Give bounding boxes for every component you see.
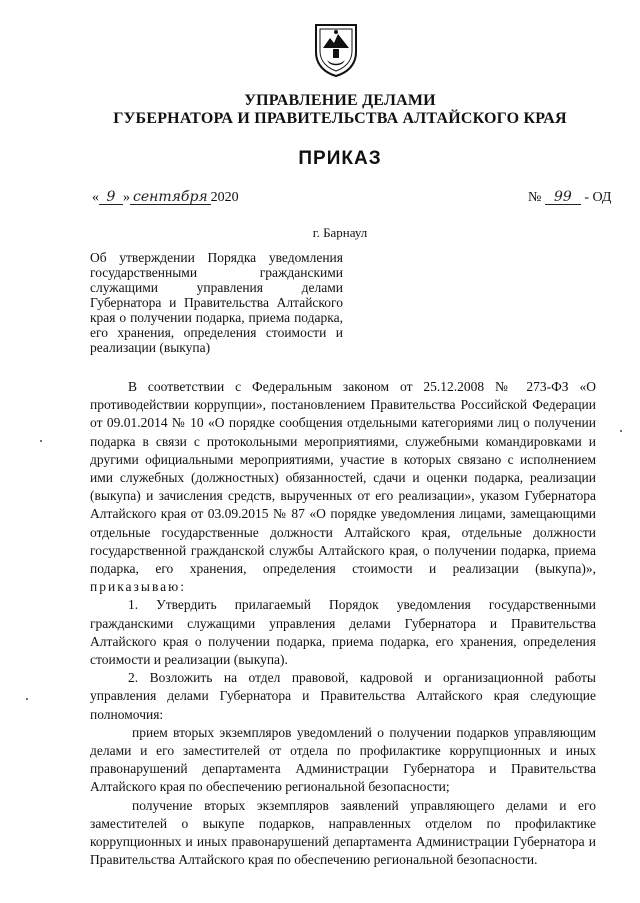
coat-of-arms-emblem: [312, 22, 360, 78]
date-open-quote: «: [92, 190, 99, 205]
preamble-paragraph: [90, 378, 596, 596]
document-date: [92, 190, 239, 206]
number-suffix: - ОД: [584, 190, 612, 205]
order-body: [90, 378, 596, 869]
item-1-paragraph: 1. Утвердить прилагаемый Порядок уведомления государственными гражданскими служащими управления делами Губернатора и Правительства Алтайского края о получении подарка, приема подарка, его хранения, определения стоимости и реализации (выкупа).: [90, 597, 596, 668]
item-2a-paragraph: прием вторых экземпляров уведомлений о получении подарков управляющим делами и его заместителей от отдела по профилактике коррупционных и иных правонарушений департамента Администрации Губернатора и Правительства Алтайского края по обеспечению региональной безопасности;: [90, 724, 596, 795]
city-line: г. Барнаул: [312, 225, 368, 240]
organization-name-line1: УПРАВЛЕНИЕ ДЕЛАМИ: [244, 92, 436, 109]
date-close-quote: »: [123, 190, 130, 205]
organization-name-line2: ГУБЕРНАТОРА И ПРАВИТЕЛЬСТВА АЛТАЙСКОГО КРАЯ: [113, 110, 567, 127]
document-number: [528, 190, 611, 206]
item-2b-paragraph: получение вторых экземпляров заявлений управляющего делами и его заместителей о выкупе подарков, направленных отделом по профилактике коррупционных и иных правонарушений департамента Администрации Губернатора и Правительства Алтайского края по обеспечению региональной безопасности.: [90, 797, 596, 868]
order-word: приказываю:: [90, 579, 186, 595]
order-subject: Об утверждении Порядка уведомления государственными гражданскими служащими управления делами Губернатора и Правительства Алтайского края о получении подарка, приема подарка, его хранения, определения стоимости и реализации (выкупа): [90, 250, 343, 355]
date-day: 9: [99, 191, 123, 205]
scan-speck: [620, 430, 622, 432]
scan-speck: [26, 698, 28, 700]
number-prefix: №: [528, 190, 542, 205]
preamble-text: В соответствии с Федеральным законом от 25.12.2008 № 273-ФЗ «О противодействии коррупции», постановлением Правительства Российской Федерации от 09.01.2014 № 10 «О порядке сообщения отдельными категориями лиц о получении подарка в связи с протокольными мероприятиями, служебными командировками и другими официальными мероприятиями, участие в которых связано с исполнением ими служебных (должностных) обязанностей, сдачи и оценки подарка, реализации (выкупа) и зачисления средств, вырученных от его реализации», указом Губернатора Алтайского края от 03.09.2015 № 87 «О порядке уведомления лицами, замещающими отдельные государственные должности Алтайского края, отдельные должности государственной гражданской службы Алтайского края, о получении подарка, приема подарка, его хранения, определения стоимости и реализации (выкупа)»,: [90, 379, 596, 577]
scan-speck: [40, 440, 42, 442]
number-value: 99: [545, 191, 581, 205]
document-type-title: ПРИКАЗ: [298, 148, 382, 169]
item-2-paragraph: 2. Возложить на отдел правовой, кадровой и организационной работы управления делами Губернатора и Правительства Алтайского края следующие полномочия:: [90, 670, 596, 722]
date-month: сентября: [130, 191, 211, 205]
date-year: 2020: [210, 190, 239, 205]
